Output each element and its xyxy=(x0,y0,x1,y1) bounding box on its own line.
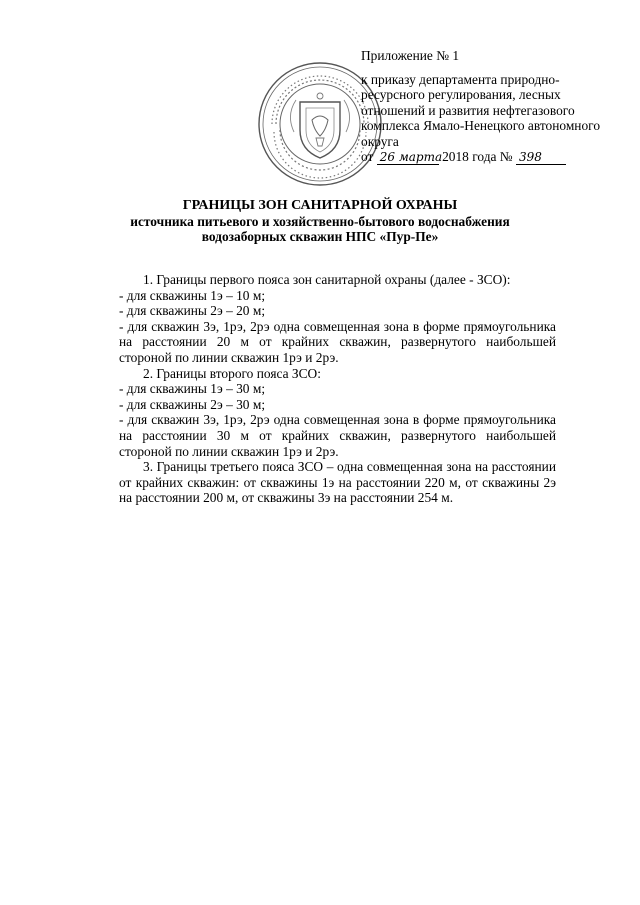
section-1-item: - для скважин 3э, 1рэ, 2рэ одна совмещенная зона в форме прямоугольника на расстоянии 20 м от крайних скважин, развернутого наибольшей стороной по линии скважин 1рэ и 2рэ. xyxy=(119,318,556,365)
title-line-1: ГРАНИЦЫ ЗОН САНИТАРНОЙ ОХРАНЫ xyxy=(182,198,458,213)
section-2-item: - для скважины 2э – 30 м; xyxy=(119,396,266,412)
section-2-item: - для скважин 3э, 1рэ, 2рэ одна совмещенная зона в форме прямоугольника на расстоянии 30 м от крайних скважин, развернутого наибольшей стороной по линии скважин 1рэ и 2рэ. xyxy=(119,412,556,459)
order-year: 2018 года № xyxy=(442,149,513,164)
section-2-item: - для скважины 1э – 30 м; xyxy=(119,381,266,397)
document-body xyxy=(119,272,556,506)
section-3-text: 3. Границы третьего пояса ЗСО – одна совмещенная зона на расстоянии от крайних скважин: от скважины 1э на расстоянии 220 м, от скважины 2э на расстоянии 200 м, от скважины 3э на расстоянии 254 м. xyxy=(119,459,556,506)
section-2-heading: 2. Границы второго пояса ЗСО: xyxy=(143,365,321,381)
title-line-2: источника питьевого и хозяйственно-бытового водоснабжения xyxy=(130,213,510,229)
handwritten-order-number: 398 xyxy=(516,151,566,165)
section-1-item: - для скважины 2э – 20 м; xyxy=(119,303,266,319)
document-title xyxy=(90,198,550,245)
order-date-line xyxy=(361,149,601,165)
date-prefix: от xyxy=(361,149,374,164)
title-line-3: водозаборных скважин НПС «Пур-Пе» xyxy=(201,229,439,244)
section-1-heading: 1. Границы первого пояса зон санитарной охраны (далее - ЗСО): xyxy=(143,272,511,287)
appendix-order-reference: к приказу департамента природно-ресурсного регулирования, лесных отношений и развития нефтегазового комплекса Ямало-Ненецкого автономного округа xyxy=(361,71,601,149)
appendix-header xyxy=(361,48,601,165)
section-1-item: - для скважины 1э – 10 м; xyxy=(119,287,266,303)
handwritten-date: 26 марта xyxy=(377,151,439,165)
appendix-number: Приложение № 1 xyxy=(361,48,460,63)
